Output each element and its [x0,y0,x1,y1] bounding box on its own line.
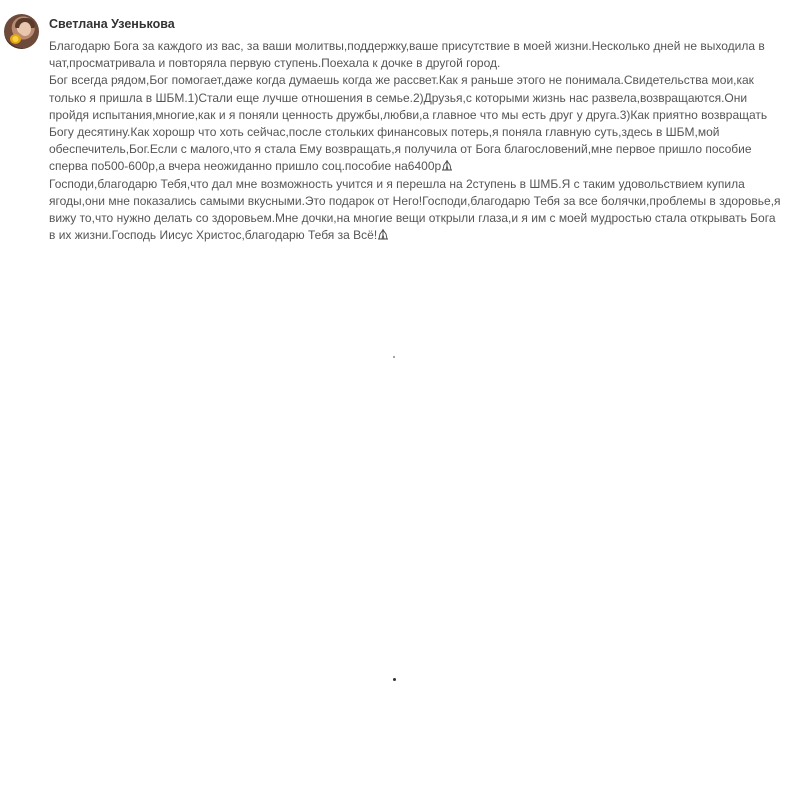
comment-paragraph-1: Благодарю Бога за каждого из вас, за ваши молитвы,поддержку,ваше присутствие в моей жизни.Несколько дней не выходила в чат,просматривала и повторяла первую ступень.Поехала к дочке в другой город. [49,39,769,71]
praying-hands-emoji-icon [441,160,453,171]
comment-body [49,38,784,244]
comment [4,14,784,244]
speck-artifact [393,678,396,681]
avatar[interactable] [4,14,39,49]
avatar-face [19,22,31,36]
comment-author[interactable]: Светлана Узенькова [49,17,175,31]
comment-paragraph-2: Бог всегда рядом,Бог помогает,даже когда думаешь когда же рассвет.Как я раньше этого не понимала.Свидетельства мои,как только я пришла в ШБМ.1)Стали еще лучше отношения в семье.2)Друзья,с которыми жизнь нас развела,возвращаются.Они пройдя испытания,многие,как и я поняли ценность дружбы,любви,а главное что мы есть друг у друга.3)Как приятно возвращать Богу десятину.Как хорошр что хоть сейчас,после стольких финансовых потерь,я поняла главную суть,здесь в ШБМ,мой обеспечитель,Бог.Если с малого,что я стала Ему возвращать,я получила от Бога благословений,мне первое пришло пособие сперва по500-600р,а вчера неожиданно пришло соц.пособие на6400р [49,73,771,174]
speck-artifact [393,356,395,358]
avatar-flowers [10,34,21,44]
praying-hands-emoji-icon [377,229,389,240]
comment-content [49,14,784,244]
comment-paragraph-3: Господи,благодарю Тебя,что дал мне возможность учится и я перешла на 2ступень в ШМБ.Я с таким удовольствием купила ягоды,они мне показались самыми вкусными.Это подарок от Него!Господи,благодарю Тебя за все болячки,проблемы в здоровье,я вижу то,что нужно делать со здоровьем.Мне дочки,на многие вещи открыли глаза,и я им с моей мудростью стала открывать Бога в их жизни.Господь Иисус Христос,благодарю Тебя за Всё! [49,176,784,243]
